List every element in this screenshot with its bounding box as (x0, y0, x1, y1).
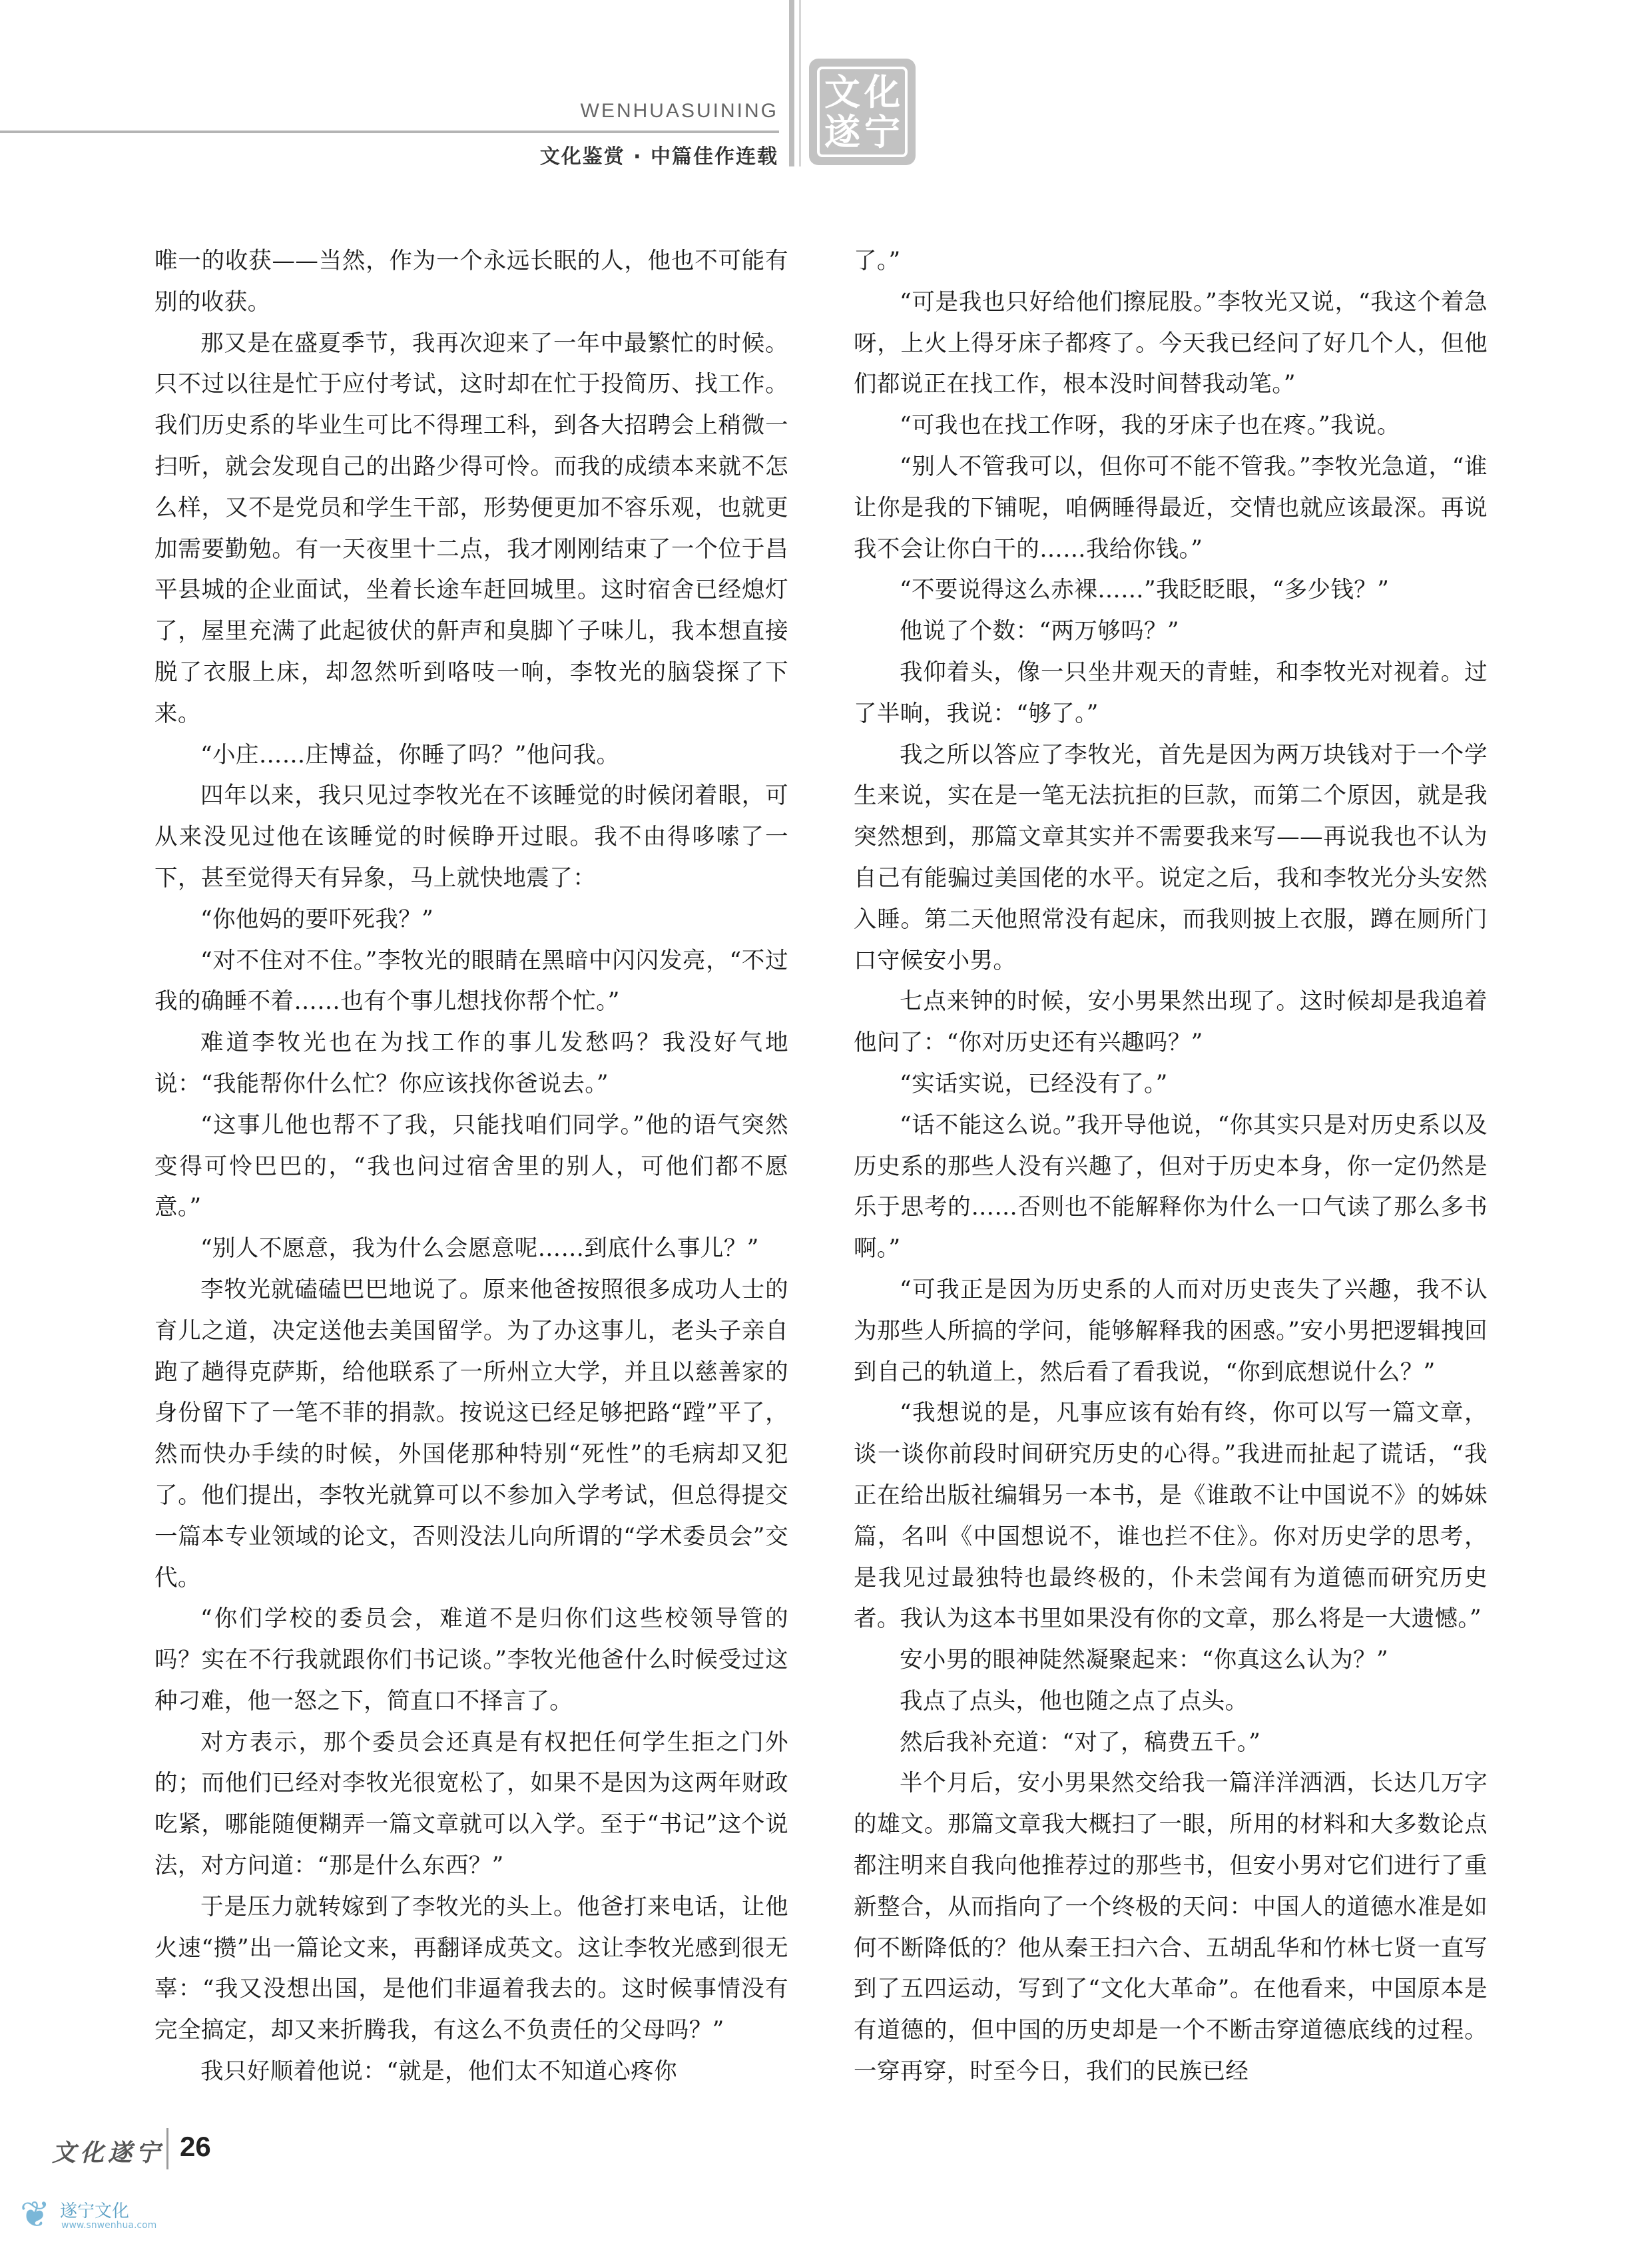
paragraph: 我只好顺着他说：“就是，他们太不知道心疼你 (200, 2058, 678, 2086)
watermark (20, 2191, 173, 2237)
paragraph: 安小男的眼神陡然凝聚起来：“你真这么认为？” (900, 1647, 1389, 1674)
magazine-name-en: WENHUASUINING (580, 100, 778, 122)
paragraph: 他说了个数：“两万够吗？” (900, 618, 1179, 645)
paragraph: “不要说得这么赤裸……”我眨眨眼，“多少钱？” (900, 577, 1390, 604)
paragraph: “你他妈的要吓死我？” (200, 906, 434, 933)
paragraph: 对方表示，那个委员会还真是有权把任何学生拒之门外的；而他们已经对李牧光很宽松了，如果不是因为这两年财政吃紧，哪能随便糊弄一篇文章就可以入学。至于“书记”这个说法，对方问道：“那是什么东西？” (154, 1729, 788, 1880)
paragraph: “你们学校的委员会，难道不是归你们这些校领导管的吗？实在不行我就跟你们书记谈。”李牧光他爸什么时候受过这种刁难，他一怒之下，简直口不择言了。 (154, 1605, 788, 1715)
paragraph: 于是压力就转嫁到了李牧光的头上。他爸打来电话，让他火速“攒”出一篇论文来，再翻译成英文。这让李牧光感到很无辜：“我又没想出国，是他们非逼着我去的。这时候事情没有完全搞定，却又来折腾我，有这么不负责任的父母吗？” (154, 1893, 788, 2044)
paragraph: “别人不管我可以，但你可不能不管我。”李牧光急道，“谁让你是我的下铺呢，咱俩睡得最近，交情也就应该最深。再说我不会让你白干的……我给你钱。” (854, 453, 1488, 563)
footer-divider (166, 2128, 168, 2169)
section-title: 文化鉴赏 · 中篇佳作连载 (539, 145, 778, 168)
paragraph: “可是我也只好给他们擦屁股。”李牧光又说，“我这个着急呀，上火上得牙床子都疼了。今天我已经问了好几个人，但他们都说正在找工作，根本没时间替我动笔。” (854, 288, 1488, 398)
paragraph: 难道李牧光也在为找工作的事儿发愁吗？我没好气地说：“我能帮你什么忙？你应该找你爸说去。” (154, 1029, 788, 1097)
paragraph: “我想说的是，凡事应该有始有终，你可以写一篇文章，谈一谈你前段时间研究历史的心得。”我进而扯起了谎话，“我正在给出版社编辑另一本书，是《谁敢不让中国说不》的姊妹篇，名叫《中国想说不，谁也拦不住》。你对历史学的思考，是我见过最独特也最终极的，仆未尝闻有为道德而研究历史者。我认为这本书里如果没有你的文章，那么将是一大遗憾。” (854, 1400, 1488, 1633)
header-rule (0, 131, 779, 133)
seal-char-3: 遂 (824, 111, 860, 153)
seal-char-1: 文 (824, 71, 860, 113)
article-column-left (154, 241, 788, 2093)
paragraph: 那又是在盛夏季节，我再次迎来了一年中最繁忙的时候。只不过以往是忙于应付考试，这时却在忙于投简历、找工作。我们历史系的毕业生可比不得理工科，到各大招聘会上稍微一扫听，就会发现自己的出路少得可怜。而我的成绩本来就不怎么样，又不是党员和学生干部，形势便更加不容乐观，也就更加需要勤勉。有一天夜里十二点，我才刚刚结束了一个位于昌平县城的企业面试，坐着长途车赶回城里。这时宿舍已经熄灯了，屋里充满了此起彼伏的鼾声和臭脚丫子味儿，我本想直接脱了衣服上床，却忽然听到咯吱一响，李牧光的脑袋探了下来。 (154, 330, 788, 727)
watermark-text: 遂宁文化 (60, 2201, 130, 2221)
magazine-seal-logo (809, 59, 916, 165)
paragraph: 七点来钟的时候，安小男果然出现了。这时候却是我追着他问了：“你对历史还有兴趣吗？” (854, 988, 1488, 1057)
paragraph: “别人不愿意，我为什么会愿意呢……到底什么事儿？” (200, 1235, 759, 1262)
wing-icon: ❦ (20, 2193, 51, 2235)
paragraph: “实话实说，已经没有了。” (900, 1070, 1168, 1097)
watermark-url: www.snwenhua.com (61, 2220, 157, 2231)
paragraph: 我点了点头，他也随之点了点头。 (900, 1687, 1248, 1715)
paragraph: “可我也在找工作呀，我的牙床子也在疼。”我说。 (900, 412, 1400, 439)
paragraph: “这事儿他也帮不了我，只能找咱们同学。”他的语气突然变得可怜巴巴的，“我也问过宿舍里的别人，可他们都不愿意。” (154, 1111, 788, 1221)
paragraph: 然后我补充道：“对了，稿费五千。” (900, 1729, 1261, 1756)
seal-char-2: 化 (864, 71, 900, 113)
paragraph: 半个月后，安小男果然交给我一篇洋洋洒洒，长达几万字的雄文。那篇文章我大概扫了一眼，所用的材料和大多数论点都注明来自我向他推荐过的那些书，但安小男对它们进行了重新整合，从而指向了一个终极的天问：中国人的道德水准是如何不断降低的？他从秦王扫六合、五胡乱华和竹林七贤一直写到了五四运动，写到了“文化大革命”。在他看来，中国原本是有道德的，但中国的历史却是一个不断击穿道德底线的过程。一穿再穿，时至今日，我们的民族已经 (854, 1770, 1488, 2086)
paragraph: 我仰着头，像一只坐井观天的青蛙，和李牧光对视着。过了半晌，我说：“够了。” (854, 659, 1488, 727)
header-divider (789, 0, 794, 166)
article-column-right (854, 241, 1488, 2093)
paragraph: “话不能这么说。”我开导他说，“你其实只是对历史系以及历史系的那些人没有兴趣了，但对于历史本身，你一定仍然是乐于思考的……否则也不能解释你为什么一口气读了那么多书啊。” (854, 1111, 1488, 1262)
paragraph: 我之所以答应了李牧光，首先是因为两万块钱对于一个学生来说，实在是一笔无法抗拒的巨款，而第二个原因，就是我突然想到，那篇文章其实并不需要我来写——再说我也不认为自己有能骗过美国佬的水平。说定之后，我和李牧光分头安然入睡。第二天他照常没有起床，而我则披上衣服，蹲在厕所门口守候安小男。 (854, 741, 1488, 974)
paragraph: “对不住对不住。”李牧光的眼睛在黑暗中闪闪发亮，“不过我的确睡不着……也有个事儿想找你帮个忙。” (154, 947, 788, 1015)
paragraph: 了。” (854, 248, 901, 274)
paragraph: 李牧光就磕磕巴巴地说了。原来他爸按照很多成功人士的育儿之道，决定送他去美国留学。为了办这事儿，老头子亲自跑了趟得克萨斯，给他联系了一所州立大学，并且以慈善家的身份留下了一笔不菲的捐款。按说这已经足够把路“蹚”平了，然而快办手续的时候，外国佬那种特别“死性”的毛病却又犯了。他们提出，李牧光就算可以不参加入学考试，但总得提交一篇本专业领域的论文，否则没法儿向所谓的“学术委员会”交代。 (154, 1276, 788, 1591)
paragraph: “可我正是因为历史系的人而对历史丧失了兴趣，我不认为那些人所搞的学问，能够解释我的困惑。”安小男把逻辑拽回到自己的轨道上，然后看了看我说，“你到底想说什么？” (854, 1276, 1488, 1386)
paragraph: 四年以来，我只见过李牧光在不该睡觉的时候闭着眼，可从来没见过他在该睡觉的时候睁开过眼。我不由得哆嗦了一下，甚至觉得天有异象，马上就快地震了： (154, 782, 788, 892)
footer-logo: 文化遂宁 (52, 2139, 164, 2167)
page-number: 26 (180, 2131, 211, 2162)
paragraph: 唯一的收获——当然，作为一个永远长眠的人，他也不可能有别的收获。 (154, 248, 788, 316)
seal-char-4: 宁 (864, 111, 900, 153)
paragraph: “小庄……庄博益，你睡了吗？”他问我。 (200, 741, 620, 768)
header-divider-thin (799, 0, 801, 166)
